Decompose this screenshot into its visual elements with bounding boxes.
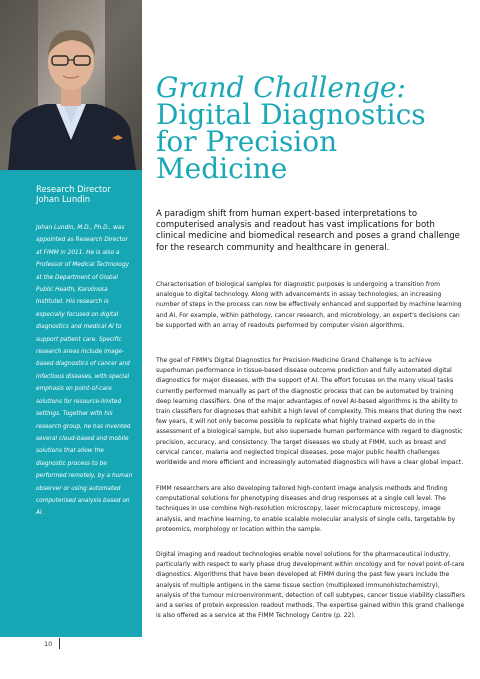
role-heading bbox=[36, 184, 136, 204]
title-line-1: Grand Challenge: bbox=[156, 71, 406, 104]
body-paragraph: Digital imaging and readout technologies enable novel solutions for the pharmaceutical industry, particularly with respect to early phase drug development within oncology and for novel point-of-care diagnostics. Algorithms that have been developed at FIMM during the past few years include the analysis of multiple antigens in the same tissue section (multiplexed immunohistochemistry), analysis of the tumour microenvironment, detection of cell subtypes, cancer tissue viability classifiers and a series of protein expression readout methods. The expertise gained within this grand challenge is also offered as a service at the FIMM Technology Centre (p. 22). bbox=[156, 551, 465, 620]
person-name: Johan Lundin bbox=[36, 194, 91, 204]
page-number-divider bbox=[59, 638, 60, 649]
page-number: 10 bbox=[44, 640, 53, 648]
body-paragraph: FIMM researchers are also developing tailored high-content image analysis methods and finding computational solutions for phenotyping diseases and drug responses at a single cell level. The techniques in use combine high-resolution microscopy, laser microcapture microscopy, image analysis, and machine learning, to enable scalable molecular analysis of single cells, targetable by proteomics, morphology or location within the sample. bbox=[156, 485, 456, 533]
portrait-photo bbox=[0, 0, 142, 170]
title-line-2: Digital Diagnostics for Precision Medicine bbox=[156, 98, 426, 185]
page-title bbox=[156, 71, 472, 185]
lead-paragraph: A paradigm shift from human expert-based interpretations to computerised analysis and readout has vast implications for both clinical medicine and biomedical research and poses a grand challenge for the research community and healthcare in general. bbox=[156, 209, 460, 253]
body-paragraph: The goal of FIMM's Digital Diagnostics for Precision Medicine Grand Challenge is to achieve superhuman performance in tissue-based disease outcome prediction and fully automated digital diagnostics for major diseases, with the support of AI. The effort focuses on the many visual tasks currently performed manually as part of the diagnostic process that can be automated by training deep learning classifiers. One of the major advantages of novel AI-based algorithms is the ability to train classifiers for diagnoses that exhibit a high level of complexity. This means that during the next few years, it will not only become possible to replicate what highly trained experts do in the assessment of a biological sample, but also supersede human performance with regard to diagnostic precision, accuracy, and consistency. The target diseases we study at FIMM, such as breast and cervical cancer, malaria and neglected tropical diseases, pose major public health challenges worldwide and more efficient and increasingly automated diagnostics will have a clear global impact. bbox=[156, 357, 464, 467]
body-paragraph: Characterisation of biological samples for diagnostic purposes is undergoing a transition from analogue to digital technology. Along with advancements in assay technologies, an increasing number of steps in the process can now be effectively enhanced and supported by machine learning and AI. For example, within pathology, cancer research, and microbiology, an expert's decisions can be supported with an array of readouts performed by computer vision algorithms. bbox=[156, 281, 462, 329]
role-title: Research Director bbox=[36, 184, 111, 194]
sidebar bbox=[0, 0, 142, 637]
biography-text: Johan Lundin, M.D., Ph.D., was appointed as Research Director at FIMM in 2011. He is also a Professor of Medical Technology at the Department of Global Public Health, Karolinska Institutet. His research is especially focused on digital diagnostics and medical AI to support patient care. Specific research areas include image-based diagnostics of cancer and infectious diseases, with special emphasis on point-of-care solutions for resource-limited settings. Together with his research group, he has invented several cloud-based and mobile solutions that allow the diagnostic process to be performed remotely, by a human observer or using automated computerised analysis based on AI. bbox=[36, 225, 133, 517]
